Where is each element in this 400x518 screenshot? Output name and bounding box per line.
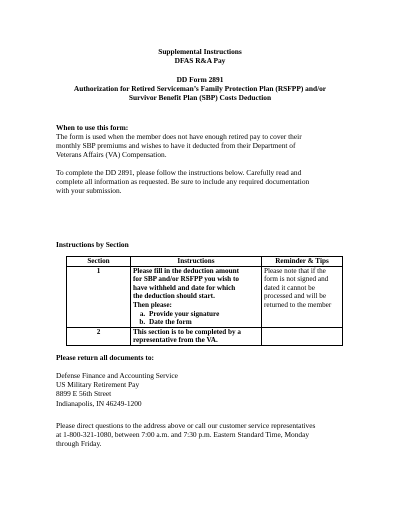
text-line: dated it cannot be	[264, 283, 315, 292]
doc-title-2: DFAS R&A Pay	[174, 56, 226, 65]
section-instructions	[131, 266, 262, 327]
return-heading: Please return all documents to:	[56, 353, 154, 362]
return-address	[56, 371, 351, 408]
text-line: The form is used when the member does not have enough retired pay to cover their	[56, 132, 302, 141]
address-line: Indianapolis, IN 46249-1200	[56, 398, 142, 408]
text-line: at 1-800-321-1080, between 7:00 a.m. and 7:30 p.m. Eastern Standard Time, Monday	[56, 430, 310, 440]
list-item: a. Provide your signature	[147, 310, 259, 319]
form-title-line-2: Survivor Benefit Plan (SBP) Costs Deduction	[128, 93, 272, 102]
text-line: Please direct questions to the address above or call our customer service representatives	[56, 421, 316, 430]
text-line: complete all information as requested. Be sure to include any required documentation	[56, 177, 310, 187]
when-paragraph-2	[56, 168, 351, 196]
text-line: the deduction should start.	[133, 292, 215, 301]
doc-title-1: Supplemental Instructions	[158, 47, 242, 56]
text-line: To complete the DD 2891, please follow the instructions below. Carefully read and	[56, 168, 302, 177]
section-number: 1	[67, 266, 131, 327]
section-tips	[262, 266, 343, 327]
text-line: processed and will be	[264, 292, 327, 301]
when-paragraph-1	[56, 132, 351, 160]
text-line: Veterans Affairs (VA) Compensation.	[56, 150, 167, 160]
text-line: Please note that if the	[264, 266, 326, 275]
col-header-tips: Reminder & Tips	[262, 257, 343, 267]
text-line: monthly SBP premiums and wishes to have it deducted from their Department of	[56, 141, 296, 151]
text-line: have withheld and date for which	[133, 283, 236, 292]
list-item: b. Date the form	[147, 318, 259, 327]
form-number: DD Form 2891	[176, 75, 224, 84]
address-line: US Military Retirement Pay	[56, 380, 140, 390]
text-line: with your submission.	[56, 186, 122, 196]
text-line: for SBP and/or RSFPP you wish to	[133, 275, 239, 284]
form-title-line-1: Authorization for Retired Serviceman’s Family Protection Plan (RSFPP) and/or	[73, 84, 327, 93]
text-line: returned to the member	[264, 300, 332, 309]
when-heading: When to use this form:	[56, 123, 129, 132]
col-header-instructions: Instructions	[131, 257, 262, 267]
section-number: 2	[67, 327, 131, 345]
instructions-table	[66, 256, 343, 346]
col-header-section: Section	[67, 257, 131, 267]
steps-list	[133, 310, 259, 327]
address-line: Defense Finance and Accounting Service	[56, 371, 178, 380]
contact-paragraph	[56, 421, 351, 449]
table-row	[67, 266, 343, 327]
text-line: form is not signed and	[264, 275, 329, 284]
table-header-row	[67, 257, 343, 267]
text-line: through Friday.	[56, 439, 102, 449]
section-tips	[262, 327, 343, 345]
text-line: representative from the VA.	[133, 336, 218, 345]
text-line: Then please:	[133, 300, 172, 309]
section-instructions	[131, 327, 262, 345]
table-row	[67, 327, 343, 345]
instructions-heading: Instructions by Section	[56, 240, 129, 249]
text-line: This section is to be completed by a	[133, 327, 242, 336]
address-line: 8899 E 56th Street	[56, 389, 112, 399]
text-line: Please fill in the deduction amount	[133, 266, 240, 275]
